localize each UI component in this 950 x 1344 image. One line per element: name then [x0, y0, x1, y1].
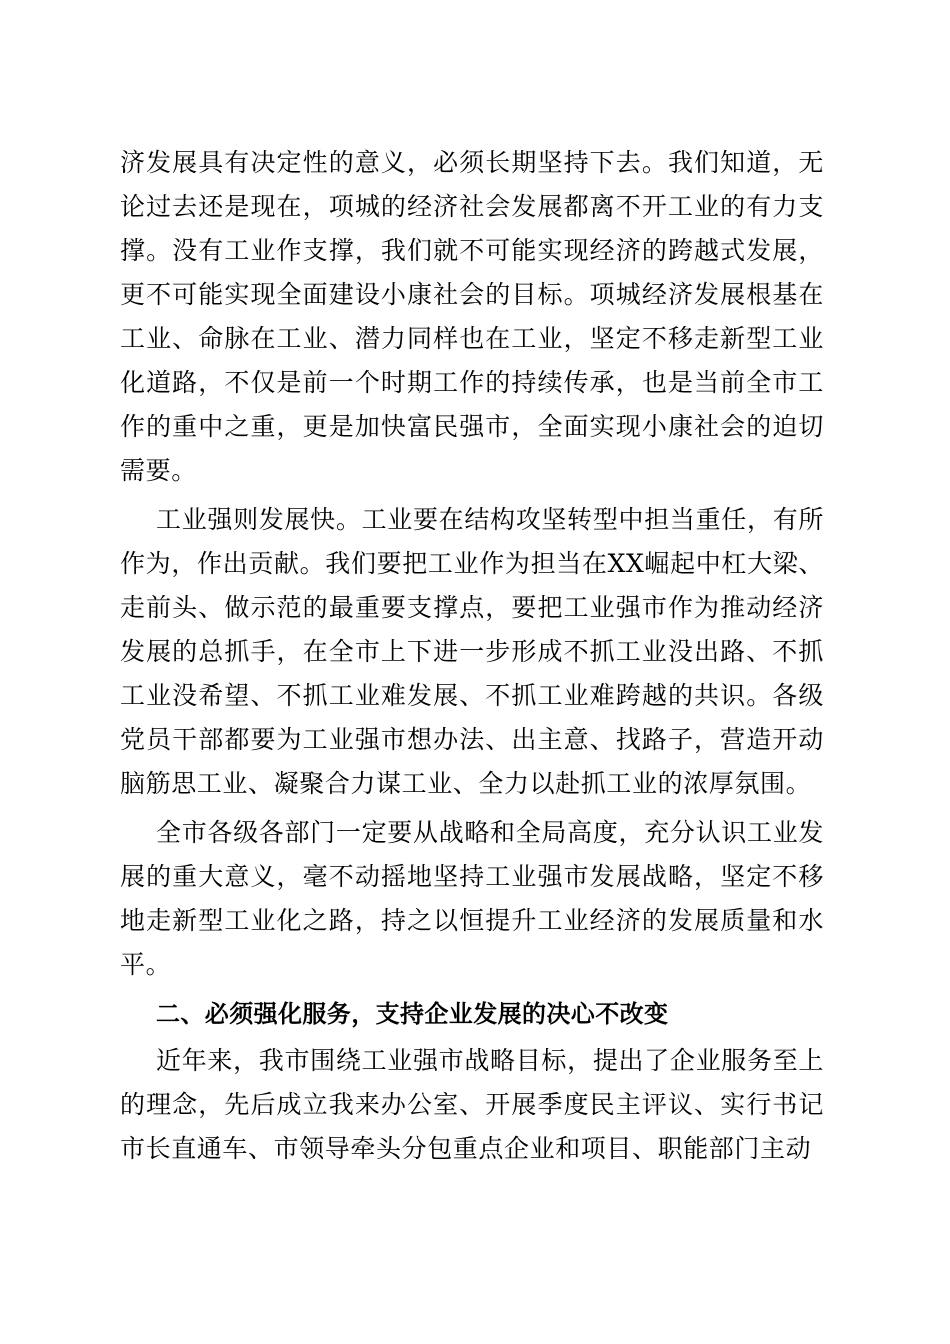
paragraph-strategy: 全市各级各部门一定要从战略和全局高度，充分认识工业发展的重大意义，毫不动摇地坚持工业强市发展战略，坚定不移地走新型工业化之路，持之以恒提升工业经济的发展质量和水平。: [120, 818, 824, 979]
paragraph-services: 近年来，我市围绕工业强市战略目标，提出了企业服务至上的理念，先后成立我来办公室、开展季度民主评议、实行书记市长直通车、市领导牵头分包重点企业和项目、职能部门主动: [120, 1046, 824, 1163]
paragraph-industry-strong: 工业强则发展快。工业要在结构攻坚转型中担当重任，有所作为，作出贡献。我们要把工业作为担当在XX崛起中杠大梁、走前头、做示范的最重要支撑点，要把工业强市作为推动经济发展的总抓手，在全市上下进一步形成不抓工业没出路、不抓工业没希望、不抓工业难发展、不抓工业难跨越的共识。各级党员干部都要为工业强市想办法、出主意、找路子，营造开动脑筋思工业、凝聚合力谋工业、全力以赴抓工业的浓厚氛围。: [120, 505, 824, 798]
document-body: [120, 141, 824, 1176]
section-heading: 二、必须强化服务，支持企业发展的决心不改变: [156, 1000, 669, 1028]
paragraph-continuation: 济发展具有决定性的意义，必须长期坚持下去。我们知道，无论过去还是现在，项城的经济社会发展都离不开工业的有力支撑。没有工业作支撑，我们就不可能实现经济的跨越式发展，更不可能实现全面建设小康社会的目标。项城经济发展根基在工业、命脉在工业、潜力同样也在工业，坚定不移走新型工业化道路，不仅是前一个时期工作的持续传承，也是当前全市工作的重中之重，更是加快富民强市，全面实现小康社会的迫切需要。: [120, 148, 824, 485]
